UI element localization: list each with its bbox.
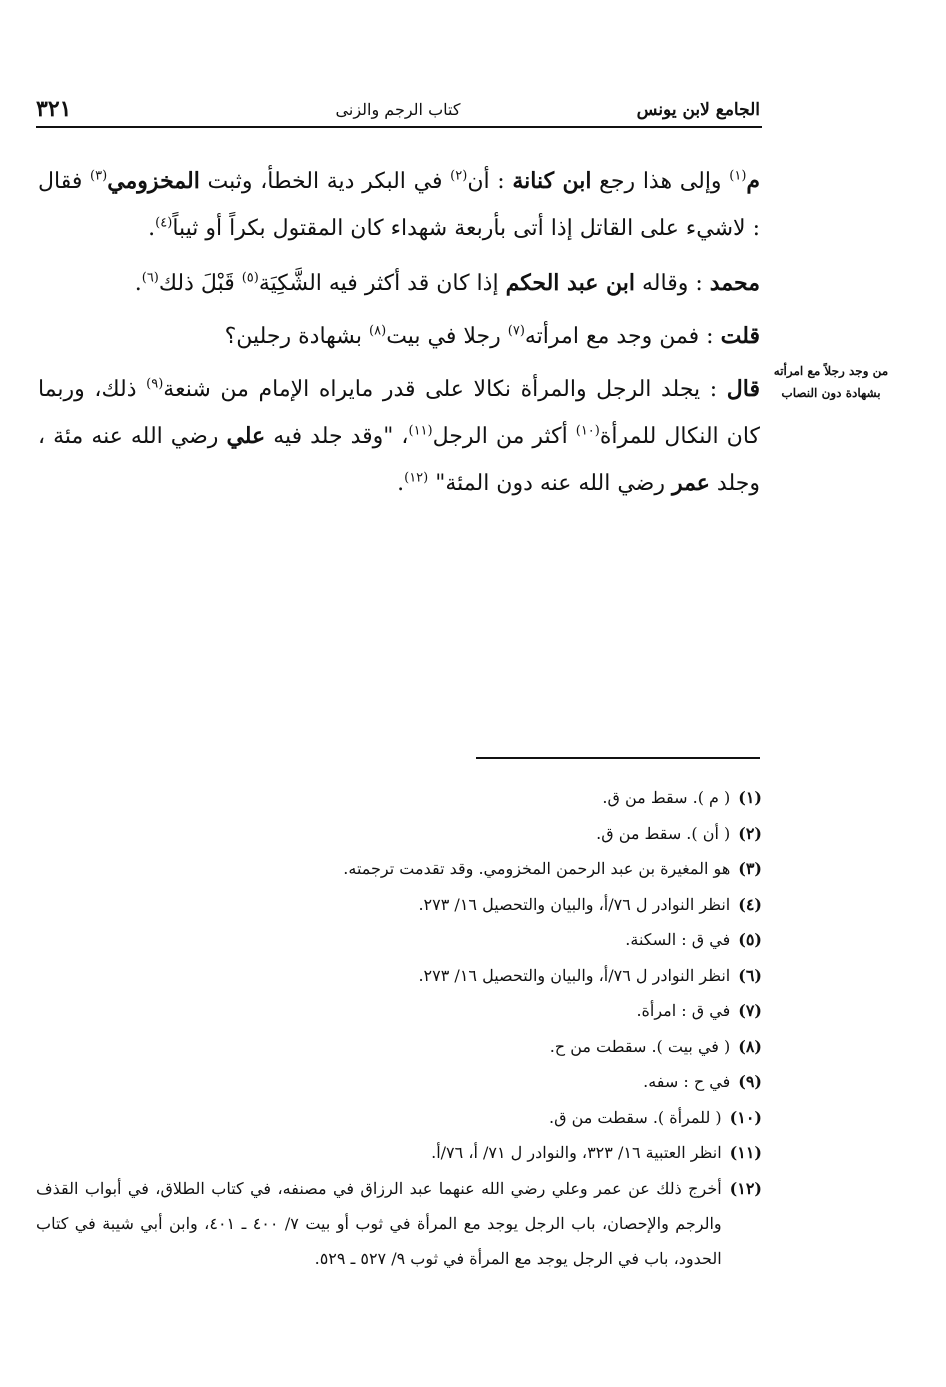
speaker-label: محمد	[709, 270, 760, 296]
page-number: ٣٢١	[36, 96, 72, 122]
footnote-number: (٤)	[738, 894, 762, 914]
text-run: : فمن وجد مع امرأته	[524, 324, 721, 349]
footnote-text: ( في بيت ). سقطت من ح.	[549, 1036, 731, 1056]
book-title: الجامع لابن يونس	[636, 100, 760, 120]
main-text	[38, 158, 760, 515]
footnote-item	[36, 851, 762, 887]
footnote-separator	[476, 757, 760, 759]
footnote-text: في ح : سفه.	[643, 1072, 731, 1091]
footnote-item	[36, 1100, 762, 1136]
text-run: إذا كان قد أكثر فيه الشَّكِيَة	[258, 271, 506, 296]
paragraph-2	[38, 260, 760, 307]
text-run: بشهادة رجلين؟	[224, 324, 370, 349]
footnote-ref: (١١)	[408, 423, 433, 439]
footnote-number: (١٠)	[729, 1107, 762, 1127]
footnote-number: (١١)	[729, 1143, 762, 1162]
text-run: .	[397, 471, 405, 496]
text-run: ، "وقد جلد فيه	[265, 424, 409, 449]
footnote-ref: (٨)	[369, 323, 387, 339]
footnote-item	[36, 1029, 762, 1065]
person-name: ابن عبد الحكم	[505, 270, 635, 296]
person-name: المخزومي	[107, 168, 200, 194]
section-label: م	[746, 168, 761, 194]
paragraph-3	[38, 313, 760, 360]
footnote-text: ( للمرأة ). سقطت من ق.	[548, 1107, 722, 1127]
running-header	[36, 96, 760, 126]
footnote-text: أخرج ذلك عن عمر وعلي رضي الله عنهما عبد الرزاق في مصنفه، في كتاب الطلاق، في أبواب القذف والرجم والإحصان، باب الرجل يوجد مع المرأة في ثوب أو بيت ٧/ ٤٠٠ ـ ٤٠١، وابن أبي شيبة في كتاب الحدود، باب في الرجل يوجد مع المرأة في ثوب ٩/ ٥٢٧ ـ ٥٢٩.	[36, 1178, 722, 1268]
footnotes	[36, 780, 762, 1276]
footnote-text: انظر النوادر ل ٧٦/أ، والبيان والتحصيل ١٦/ ٢٧٣.	[418, 894, 731, 914]
footnote-number: (٩)	[738, 1072, 762, 1091]
footnote-number: (٨)	[738, 1036, 762, 1056]
footnote-text: انظر النوادر ل ٧٦/أ، والبيان والتحصيل ١٦/ ٢٧٣.	[418, 965, 731, 985]
footnote-item	[36, 1135, 762, 1171]
footnote-ref: (١)	[729, 168, 747, 184]
person-name: ابن كنانة	[512, 168, 592, 194]
footnote-number: (٣)	[738, 859, 762, 878]
footnote-item	[36, 1064, 762, 1100]
footnote-number: (٦)	[738, 965, 762, 985]
person-name: علي	[226, 423, 266, 449]
footnote-ref: (٢)	[450, 168, 468, 184]
text-run: رضي الله عنه مئة ، وجلد	[38, 424, 760, 496]
footnote-item	[36, 816, 762, 852]
paragraph-4	[38, 366, 760, 507]
text-run: .	[134, 271, 142, 296]
text-run: : أن	[467, 169, 513, 194]
margin-note	[768, 360, 894, 404]
text-run: وإلى هذا رجع	[591, 169, 730, 194]
footnote-ref: (٦)	[141, 270, 159, 286]
speaker-label: قلت	[720, 323, 760, 349]
footnote-ref: (١٢)	[404, 470, 429, 486]
footnote-text: ( م ). سقط من ق.	[602, 788, 731, 807]
footnote-text: هو المغيرة بن عبد الرحمن المخزومي. وقد تقدمت ترجمته.	[343, 859, 731, 878]
speaker-label: قال	[726, 376, 760, 402]
footnote-text: في ق : السكنة.	[625, 930, 731, 949]
footnote-item	[36, 887, 762, 923]
footnote-item	[36, 780, 762, 816]
footnote-ref: (٩)	[146, 376, 164, 392]
footnote-text: في ق : امرأة.	[636, 1001, 731, 1020]
footnote-ref: (٧)	[507, 323, 525, 339]
person-name: عمر	[671, 470, 710, 496]
footnote-number: (٥)	[738, 930, 762, 949]
footnote-item	[36, 958, 762, 994]
paragraph-1	[38, 158, 760, 252]
text-run: رجلا في بيت	[386, 324, 508, 349]
footnote-ref: (٣)	[90, 168, 108, 184]
text-run: في البكر دية الخطأ، وثبت	[199, 169, 451, 194]
text-run: .	[148, 216, 156, 241]
text-run: رضي الله عنه دون المئة"	[428, 471, 672, 496]
text-run: أكثر من الرجل	[432, 424, 576, 449]
footnote-number: (٧)	[738, 1001, 762, 1020]
footnote-number: (٢)	[738, 823, 762, 843]
footnote-item	[36, 922, 762, 958]
footnote-item	[36, 993, 762, 1029]
footnote-item	[36, 1171, 762, 1276]
footnote-number: (١٢)	[729, 1178, 762, 1198]
text-run: فقال : لاشيء على القاتل إذا أتى بأربعة شهداء كان المقتول بكراً أو ثيباً	[38, 169, 760, 241]
text-run: : يجلد الرجل والمرأة نكالا على قدر مايراه الإمام من شنعة	[163, 377, 727, 402]
footnote-text: ( أن ). سقط من ق.	[596, 823, 731, 843]
footnote-number: (١)	[738, 788, 762, 807]
footnote-ref: (٤)	[155, 215, 173, 231]
chapter-title: كتاب الرجم والزنى	[335, 100, 461, 119]
margin-note-line: بشهادة دون النصاب	[781, 386, 881, 400]
footnote-ref: (٥)	[241, 270, 259, 286]
text-run: ذلك، وربما كان النكال للمرأة	[38, 377, 760, 449]
header-rule	[36, 126, 762, 128]
text-run: قَبْلَ ذلك	[158, 271, 242, 296]
margin-note-line: من وجد رجلاً مع امرأته	[773, 364, 889, 378]
footnote-text: انظر العتبية ١٦/ ٣٢٣، والنوادر ل ٧١/ أ، ٧٦/أ.	[431, 1143, 722, 1162]
footnote-ref: (١٠)	[575, 423, 600, 439]
text-run: : وقاله	[635, 271, 710, 296]
